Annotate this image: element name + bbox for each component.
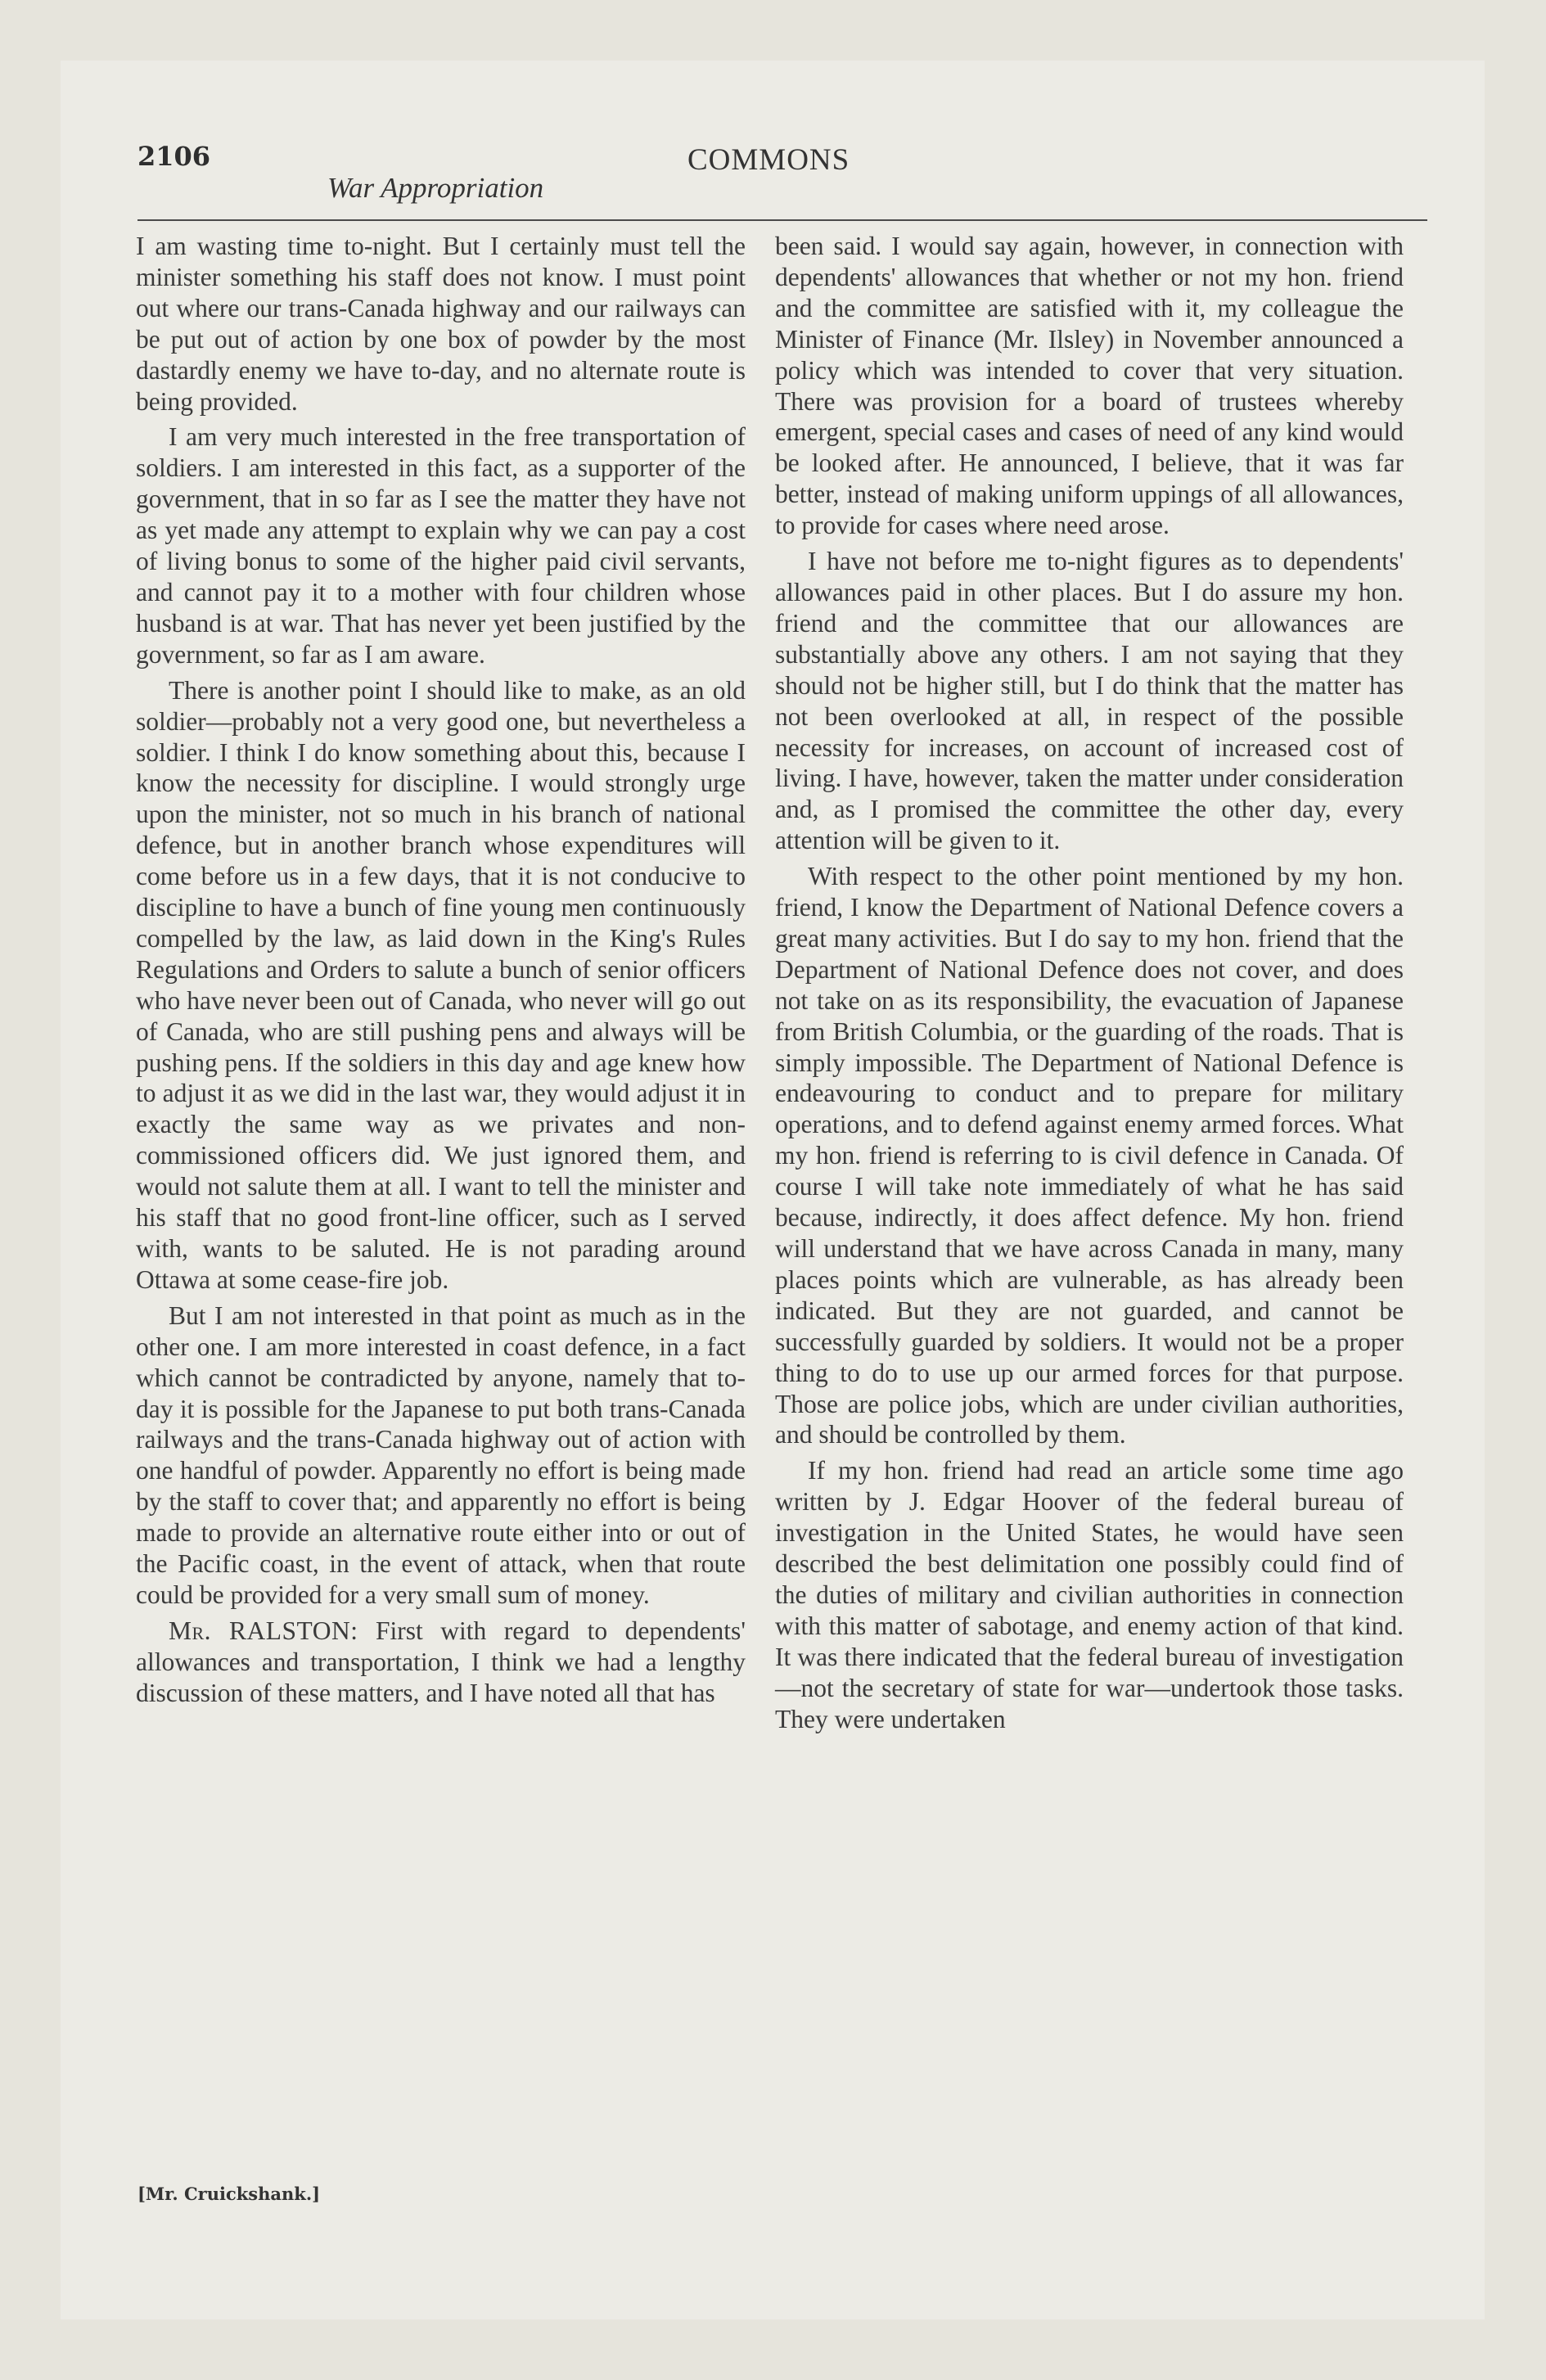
paragraph: I am wasting time to-night. But I certainly must tell the minister something his staff does not know. I must point out where our trans-Canada highway and our railways can be put out of action by one box of powder by the most dastardly enemy we have to-day, and no alternate route is being provided. — [136, 232, 746, 416]
running-header-house: COMMONS — [687, 143, 850, 177]
paragraph: With respect to the other point mentioned by my hon. friend, I know the Department of National Defence covers a great many activities. But I do say to my hon. friend that the Department of National Defence does not cover, and does not take on as its responsibility, the evacuation of Japanese from British Columbia, or the guarding of the roads. That is simply impossible. The Department of National Defence is endeavouring to conduct and to prepare for military operations, and to defend against enemy armed forces. What my hon. friend is referring to is civil defence in Canada. Of course I will take note immediately of what he has said because, indirectly, it does affect defence. My hon. friend will understand that we have across Canada in many, many places points which are vulnerable, as has already been indicated. But they are not guarded, and cannot be successfully guarded by soldiers. It would not be a proper thing to do to use up our armed forces for that purpose. Those are police jobs, which are under civilian authorities, and should be controlled by them. — [775, 862, 1404, 1449]
paragraph: been said. I would say again, however, in connection with dependents' allowances that whether or not my hon. friend and the committee are satisfied with it, my colleague the Minister of Finance (Mr. Ilsley) in November announced a policy which was intended to cover that very situation. There was provision for a board of trustees whereby emergent, special cases and cases of need of any kind would be looked after. He announced, I believe, that it was far better, instead of making uniform uppings of all allowances, to provide for cases where need arose. — [775, 232, 1404, 540]
paragraph: There is another point I should like to make, as an old soldier—probably not a very good one, but nevertheless a soldier. I think I do know something about this, because I know the necessity for discipline. I would strongly urge upon the minister, not so much in his branch of national defence, but in another branch whose expenditures will come before us in a few days, that it is not conducive to discipline to have a bunch of fine young men continuously compelled by the law, as laid down in the King's Rules Regulations and Orders to salute a bunch of senior officers who have never been out of Canada, who never will go out of Canada, who are still pushing pens and always will be pushing pens. If the soldiers in this day and age knew how to adjust it as we did in the last war, they would adjust it in exactly the same way as we privates and non-commissioned officers did. We just ignored them, and would not salute them at all. I want to tell the minister and his staff that no good front-line officer, such as I served with, wants to be saluted. He is not parading around Ottawa at some cease-fire job. — [136, 675, 746, 1294]
running-header-subject: War Appropriation — [327, 172, 544, 204]
paragraph: I have not before me to-night figures as to dependents' allowances paid in other places. But I do assure my hon. friend and the committee that our allowances are substantially above any others. I am not saying that they should not be higher still, but I do think that the matter has not been overlooked at all, in respect of the possible necessity for increases, on account of increased cost of living. I have, however, taken the matter under consideration and, as I promised the committee the other day, every attention will be given to it. — [775, 547, 1404, 855]
paragraph: If my hon. friend had read an article some time ago written by J. Edgar Hoover of the federal bureau of investigation in the United States, he would have seen described the best delimitation one possibly could find of the duties of military and civilian authorities in connection with this matter of sabotage, and enemy action of that kind. It was there indicated that the federal bureau of investigation—not the secretary of state for war—undertook those tasks. They were undertaken — [775, 1456, 1404, 1733]
header-rule — [137, 219, 1427, 221]
right-column — [775, 231, 1404, 1740]
speech-text: First with regard to dependents' allowances and transportation, I think we had a lengthy discussion of these matters, and I have noted all that has — [136, 1616, 746, 1707]
speaker-attribution: [Mr. Cruickshank.] — [137, 2184, 321, 2204]
left-column — [136, 231, 746, 1714]
page-number: 2106 — [137, 141, 211, 172]
paragraph: But I am not interested in that point as much as in the other one. I am more interested in coast defence, in a fact which cannot be contradicted by anyone, namely that to-day it is possible for the Japanese to put both trans-Canada railways and the trans-Canada highway out of action with one handful of powder. Apparently no effort is being made by the staff to cover that; and apparently no effort is being made to provide an alternative route either into or out of the Pacific coast, in the event of attack, when that route could be provided for a very small sum of money. — [136, 1300, 746, 1609]
speaker-name: Mr. RALSTON: — [169, 1616, 358, 1645]
speech-paragraph — [136, 1616, 746, 1709]
paragraph: I am very much interested in the free transportation of soldiers. I am interested in this fact, as a supporter of the government, that in so far as I see the matter they have not as yet made any attempt to explain why we can pay a cost of living bonus to some of the higher paid civil servants, and cannot pay it to a mother with four children whose husband is at war. That has never yet been justified by the government, so far as I am aware. — [136, 422, 746, 669]
